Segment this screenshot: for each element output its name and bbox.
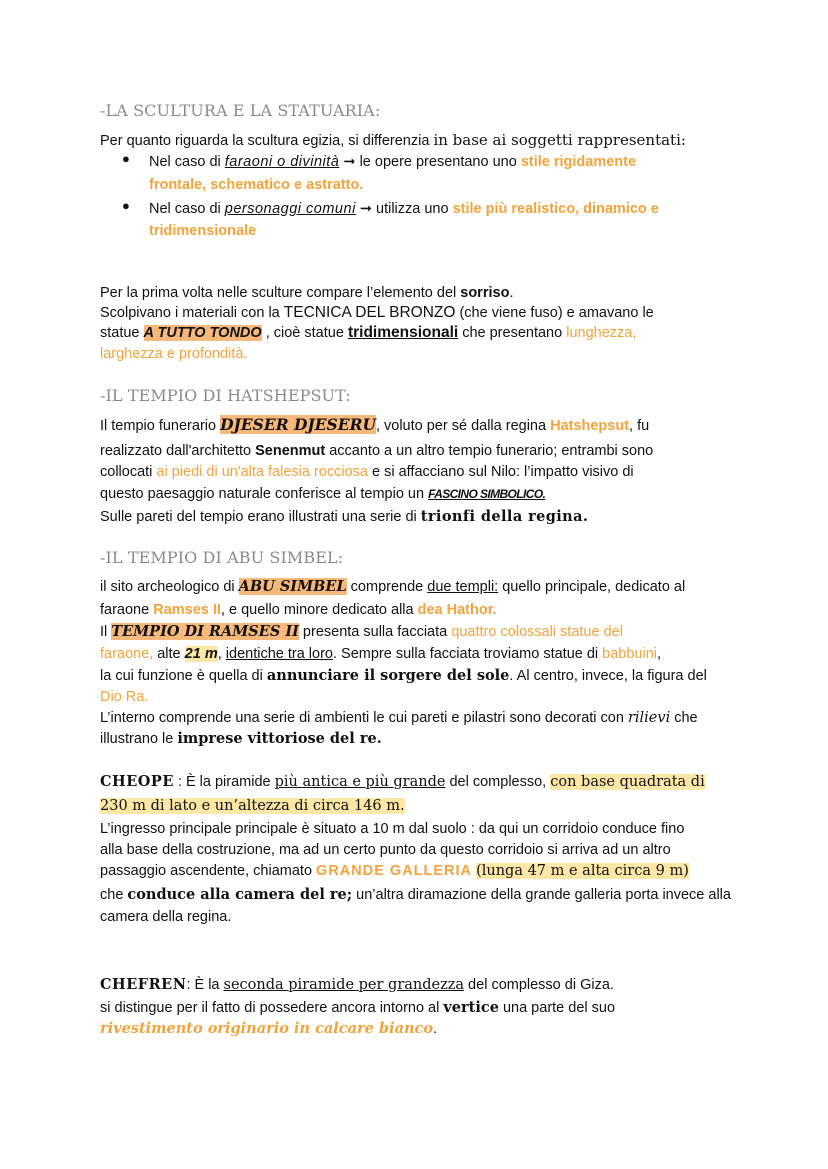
paragraph-line: CHEOPE : È la piramide più antica e più grande del complesso, con base quadrata di [100,773,705,790]
paragraph-line: alla base della costruzione, ma ad un certo punto da questo corridoio si arriva ad un altro [100,842,671,858]
bullet-item-personaggi-cont: tridimensionale [149,223,257,239]
paragraph-line: realizzato dall'architetto Senenmut accanto a un altro tempio funerario; entrambi sono [100,443,654,459]
paragraph-line: faraone Ramses II, e quello minore dedicato alla dea Hathor. [100,602,497,618]
section-heading-hatshepsut: -IL TEMPIO DI HATSHEPSUT: [100,386,351,405]
bullet-dot: ● [122,151,130,166]
paragraph-line: Per quanto riguarda la scultura egizia, si differenzia in base ai soggetti rappresentati: [100,131,686,149]
chefren-title: CHEFREN [100,976,187,993]
paragraph-line: faraone, alte 21 m, identiche tra loro. Sempre sulla facciata troviamo statue di babbuini, [100,646,662,662]
paragraph-line: Il tempio funerario DJESER DJESERU, voluto per sé dalla regina Hatshepsut, fu [100,415,650,434]
paragraph-line: rivestimento originario in calcare bianco. [100,1020,438,1037]
bullet-dot: ● [122,198,130,213]
bullet-item-faraoni: Nel caso di faraoni o divinità ➞ le opere presentano uno stile rigidamente [149,154,637,170]
bullet-item-faraoni-cont: frontale, schematico e astratto. [149,177,364,193]
paragraph-line: statue A TUTTO TONDO , cioè statue tridimensionali che presentano lunghezza, [100,324,637,341]
paragraph-line: 230 m di lato e un’altezza di circa 146 m. [100,798,405,814]
paragraph-line: L’interno comprende una serie di ambienti le cui pareti e pilastri sono decorati con rilievi che [100,710,698,726]
paragraph-line: L’ingresso principale principale è situato a 10 m dal suolo : da qui un corridoio conduce fino [100,821,685,837]
section-heading-scultura: -LA SCULTURA E LA STATUARIA: [100,101,381,120]
paragraph-line: camera della regina. [100,909,232,925]
section-heading-abu-simbel: -IL TEMPIO DI ABU SIMBEL: [100,548,344,567]
paragraph-line: illustrano le imprese vittoriose del re. [100,730,382,747]
paragraph-line: Per la prima volta nelle sculture compare l’elemento del sorriso. [100,285,514,301]
paragraph-line: larghezza e profondità. [100,346,248,362]
bullet-item-personaggi: Nel caso di personaggi comuni ➞ utilizza uno stile più realistico, dinamico e [149,201,659,217]
paragraph-line: Dio Ra. [100,689,149,705]
paragraph-line: Sulle pareti del tempio erano illustrati una serie di trionfi della regina. [100,508,589,525]
paragraph-line: questo paesaggio naturale conferisce al tempio un FASCINO SIMBOLICO. [100,486,546,502]
paragraph-line: CHEFREN: È la seconda piramide per grandezza del complesso di Giza. [100,976,614,993]
paragraph-line: la cui funzione è quella di annunciare il sorgere del sole. Al centro, invece, la figura del [100,667,707,684]
paragraph-line: collocati ai piedi di un'alta falesia rocciosa e si affacciano sul Nilo: l’impatto visivo di [100,464,634,480]
paragraph-line: Scolpivano i materiali con la TECNICA DEL BRONZO (che viene fuso) e amavano le [100,304,654,321]
paragraph-line: il sito archeologico di ABU SIMBEL comprende due templi: quello principale, dedicato al [100,578,686,595]
cheope-title: CHEOPE [100,773,174,790]
paragraph-line: si distingue per il fatto di possedere ancora intorno al vertice una parte del suo [100,999,616,1016]
paragraph-line: che conduce alla camera del re; un’altra diramazione della grande galleria porta invece alla [100,886,731,903]
paragraph-line: passaggio ascendente, chiamato GRANDE GALLERIA (lunga 47 m e alta circa 9 m) [100,863,689,879]
paragraph-line: Il TEMPIO DI RAMSES II presenta sulla facciata quattro colossali statue del [100,623,623,640]
